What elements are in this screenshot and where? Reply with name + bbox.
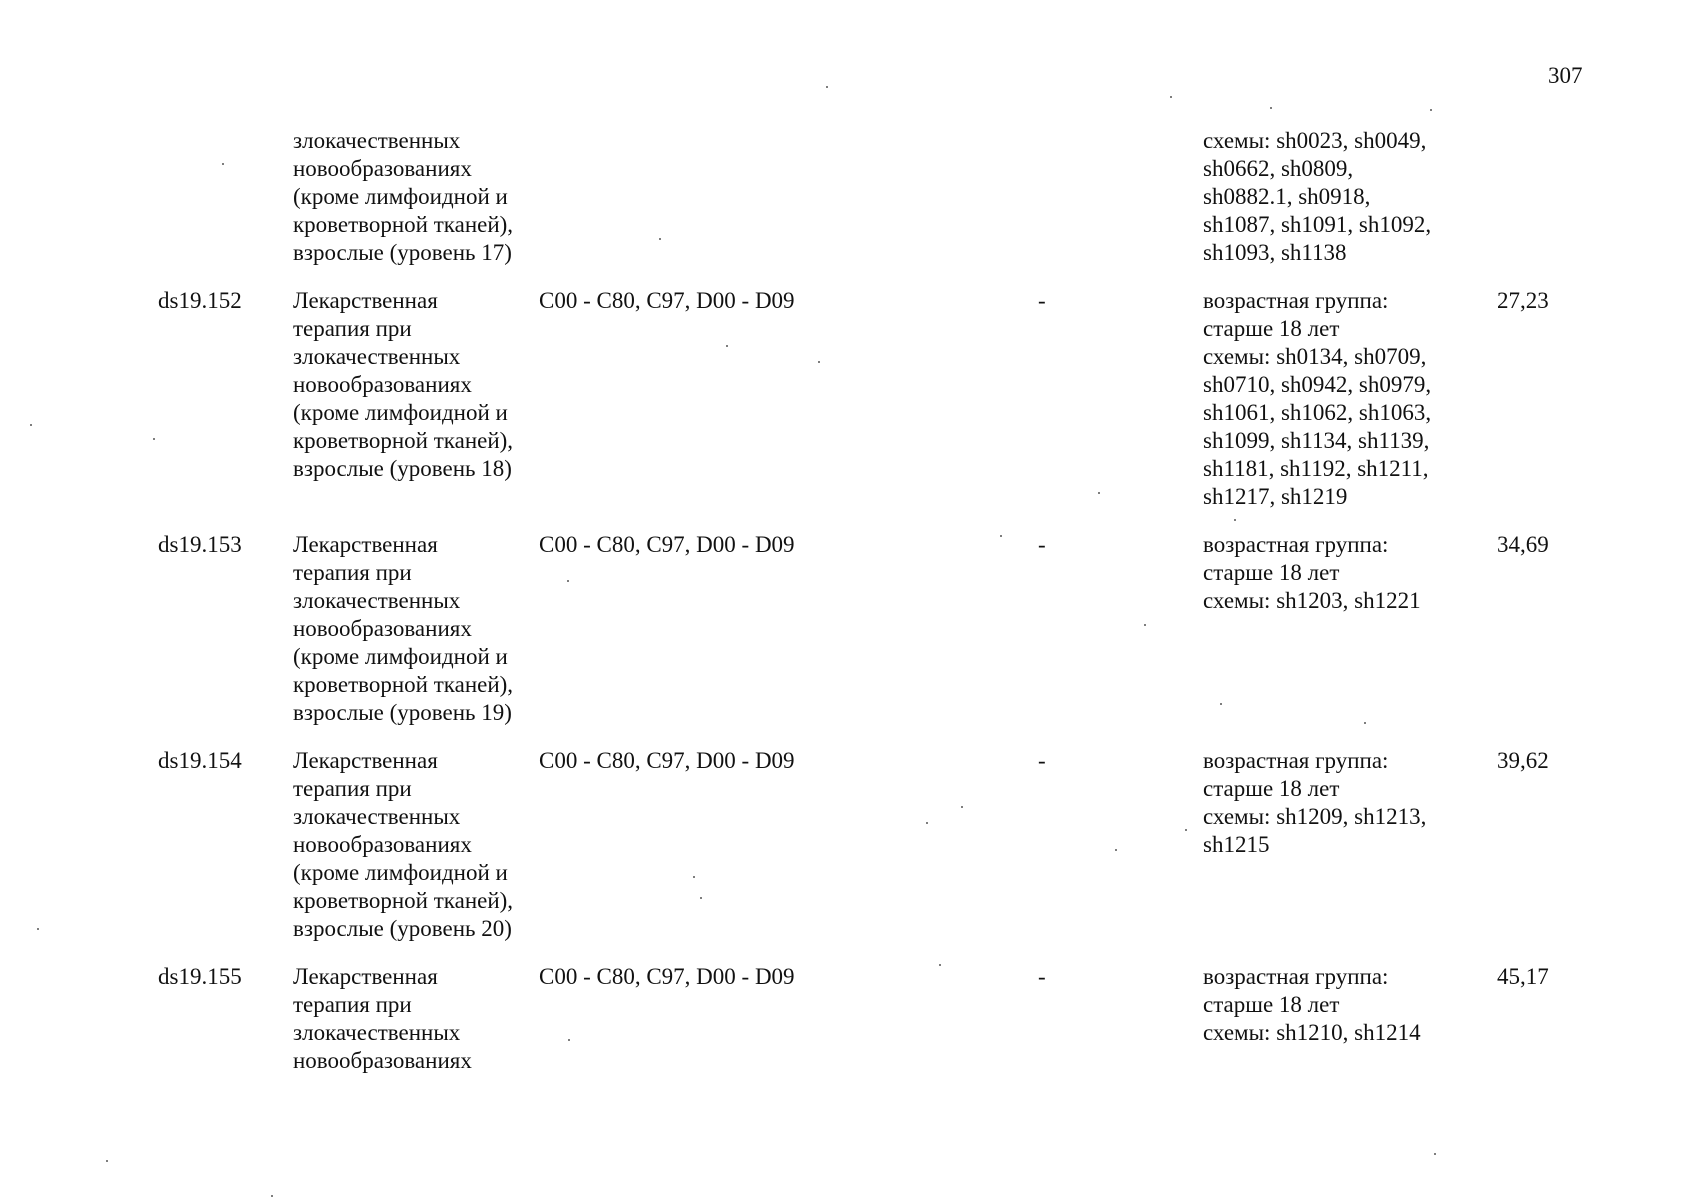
- name-line: взрослые (уровень 18): [293, 456, 512, 481]
- name-line: (кроме лимфоидной и: [293, 400, 508, 425]
- name-line: терапия при: [293, 992, 412, 1017]
- extra-line: возрастная группа:: [1203, 532, 1389, 557]
- group-name-cell: [293, 531, 553, 727]
- scan-speck: [693, 876, 695, 878]
- scan-speck: [1234, 519, 1236, 521]
- scan-speck: [271, 1195, 273, 1197]
- extra-line: sh0882.1, sh0918,: [1203, 184, 1371, 209]
- name-line: новообразованиях: [293, 156, 472, 181]
- extra-line: sh1061, sh1062, sh1063,: [1203, 400, 1432, 425]
- scan-speck: [106, 1160, 108, 1162]
- name-line: Лекарственная: [293, 964, 438, 989]
- name-line: злокачественных: [293, 344, 461, 369]
- extra-criteria-cell: [1203, 747, 1473, 859]
- name-line: злокачественных: [293, 1020, 461, 1045]
- name-line: (кроме лимфоидной и: [293, 644, 508, 669]
- scan-speck: [726, 345, 728, 347]
- extra-line: sh1181, sh1192, sh1211,: [1203, 456, 1429, 481]
- extra-line: sh1093, sh1138: [1203, 240, 1347, 265]
- name-line: Лекарственная: [293, 748, 438, 773]
- coefficient-cell: 27,23: [1497, 288, 1549, 313]
- coefficient-cell: 34,69: [1497, 532, 1549, 557]
- extra-line: старше 18 лет: [1203, 560, 1340, 585]
- coefficient-cell: 45,17: [1497, 964, 1549, 989]
- extra-criteria-cell: [1203, 287, 1473, 511]
- name-line: новообразованиях: [293, 832, 472, 857]
- scan-speck: [1098, 492, 1100, 494]
- extra-line: sh1217, sh1219: [1203, 484, 1348, 509]
- scan-speck: [1170, 96, 1172, 98]
- group-name-cell: [293, 747, 553, 943]
- name-line: взрослые (уровень 19): [293, 700, 512, 725]
- name-line: (кроме лимфоидной и: [293, 184, 508, 209]
- name-line: взрослые (уровень 20): [293, 916, 512, 941]
- extra-line: sh0662, sh0809,: [1203, 156, 1354, 181]
- icd-codes-cell: C00 - C80, C97, D00 - D09: [539, 964, 795, 989]
- extra-criteria-cell: [1203, 531, 1473, 615]
- name-line: терапия при: [293, 560, 412, 585]
- scan-speck: [961, 806, 963, 808]
- scan-speck: [1185, 829, 1187, 831]
- extra-line: схемы: sh0023, sh0049,: [1203, 128, 1427, 153]
- extra-line: схемы: sh1209, sh1213,: [1203, 804, 1427, 829]
- scan-speck: [926, 822, 928, 824]
- name-line: Лекарственная: [293, 532, 438, 557]
- scan-speck: [700, 897, 702, 899]
- icd-codes-cell: C00 - C80, C97, D00 - D09: [539, 748, 795, 773]
- name-line: кроветворной тканей),: [293, 212, 514, 237]
- name-line: терапия при: [293, 776, 412, 801]
- name-line: кроветворной тканей),: [293, 428, 514, 453]
- scan-speck: [37, 928, 39, 930]
- extra-line: возрастная группа:: [1203, 288, 1389, 313]
- empty-dash-cell: -: [1038, 532, 1046, 557]
- code-cell: ds19.152: [158, 288, 242, 313]
- extra-line: старше 18 лет: [1203, 992, 1340, 1017]
- scan-speck: [1115, 849, 1117, 851]
- extra-criteria-cell: [1203, 127, 1473, 267]
- name-line: кроветворной тканей),: [293, 888, 514, 913]
- name-line: взрослые (уровень 17): [293, 240, 512, 265]
- name-line: новообразованиях: [293, 1048, 472, 1073]
- extra-line: схемы: sh1203, sh1221: [1203, 588, 1421, 613]
- scan-speck: [30, 424, 32, 426]
- extra-line: sh0710, sh0942, sh0979,: [1203, 372, 1432, 397]
- scan-speck: [1434, 1153, 1436, 1155]
- name-line: злокачественных: [293, 588, 461, 613]
- coefficient-cell: 39,62: [1497, 748, 1549, 773]
- extra-line: схемы: sh0134, sh0709,: [1203, 344, 1427, 369]
- icd-codes-cell: C00 - C80, C97, D00 - D09: [539, 288, 795, 313]
- group-name-cell: [293, 963, 553, 1075]
- scan-speck: [1000, 535, 1002, 537]
- extra-line: sh1099, sh1134, sh1139,: [1203, 428, 1430, 453]
- scan-speck: [1430, 109, 1432, 111]
- name-line: злокачественных: [293, 804, 461, 829]
- extra-line: sh1215: [1203, 832, 1270, 857]
- scan-speck: [153, 438, 155, 440]
- scan-speck: [659, 238, 661, 240]
- group-name-cell: [293, 287, 553, 483]
- empty-dash-cell: -: [1038, 288, 1046, 313]
- scan-speck: [567, 580, 569, 582]
- extra-line: sh1087, sh1091, sh1092,: [1203, 212, 1432, 237]
- extra-line: старше 18 лет: [1203, 776, 1340, 801]
- code-cell: ds19.155: [158, 964, 242, 989]
- code-cell: ds19.153: [158, 532, 242, 557]
- name-line: (кроме лимфоидной и: [293, 860, 508, 885]
- name-line: кроветворной тканей),: [293, 672, 514, 697]
- name-line: Лекарственная: [293, 288, 438, 313]
- scan-speck: [568, 1039, 570, 1041]
- extra-line: старше 18 лет: [1203, 316, 1340, 341]
- scan-speck: [939, 964, 941, 966]
- scan-speck: [1270, 107, 1272, 109]
- name-line: злокачественных: [293, 128, 461, 153]
- empty-dash-cell: -: [1038, 964, 1046, 989]
- scan-speck: [1144, 624, 1146, 626]
- group-name-cell: [293, 127, 553, 267]
- scan-speck: [826, 86, 828, 88]
- icd-codes-cell: C00 - C80, C97, D00 - D09: [539, 532, 795, 557]
- scan-speck: [1364, 722, 1366, 724]
- extra-criteria-cell: [1203, 963, 1473, 1047]
- extra-line: схемы: sh1210, sh1214: [1203, 1020, 1421, 1045]
- empty-dash-cell: -: [1038, 748, 1046, 773]
- name-line: терапия при: [293, 316, 412, 341]
- scan-speck: [222, 163, 224, 165]
- extra-line: возрастная группа:: [1203, 964, 1389, 989]
- extra-line: возрастная группа:: [1203, 748, 1389, 773]
- name-line: новообразованиях: [293, 372, 472, 397]
- scan-speck: [818, 361, 820, 363]
- page-number: 307: [1548, 63, 1583, 88]
- name-line: новообразованиях: [293, 616, 472, 641]
- code-cell: ds19.154: [158, 748, 242, 773]
- scan-speck: [1220, 703, 1222, 705]
